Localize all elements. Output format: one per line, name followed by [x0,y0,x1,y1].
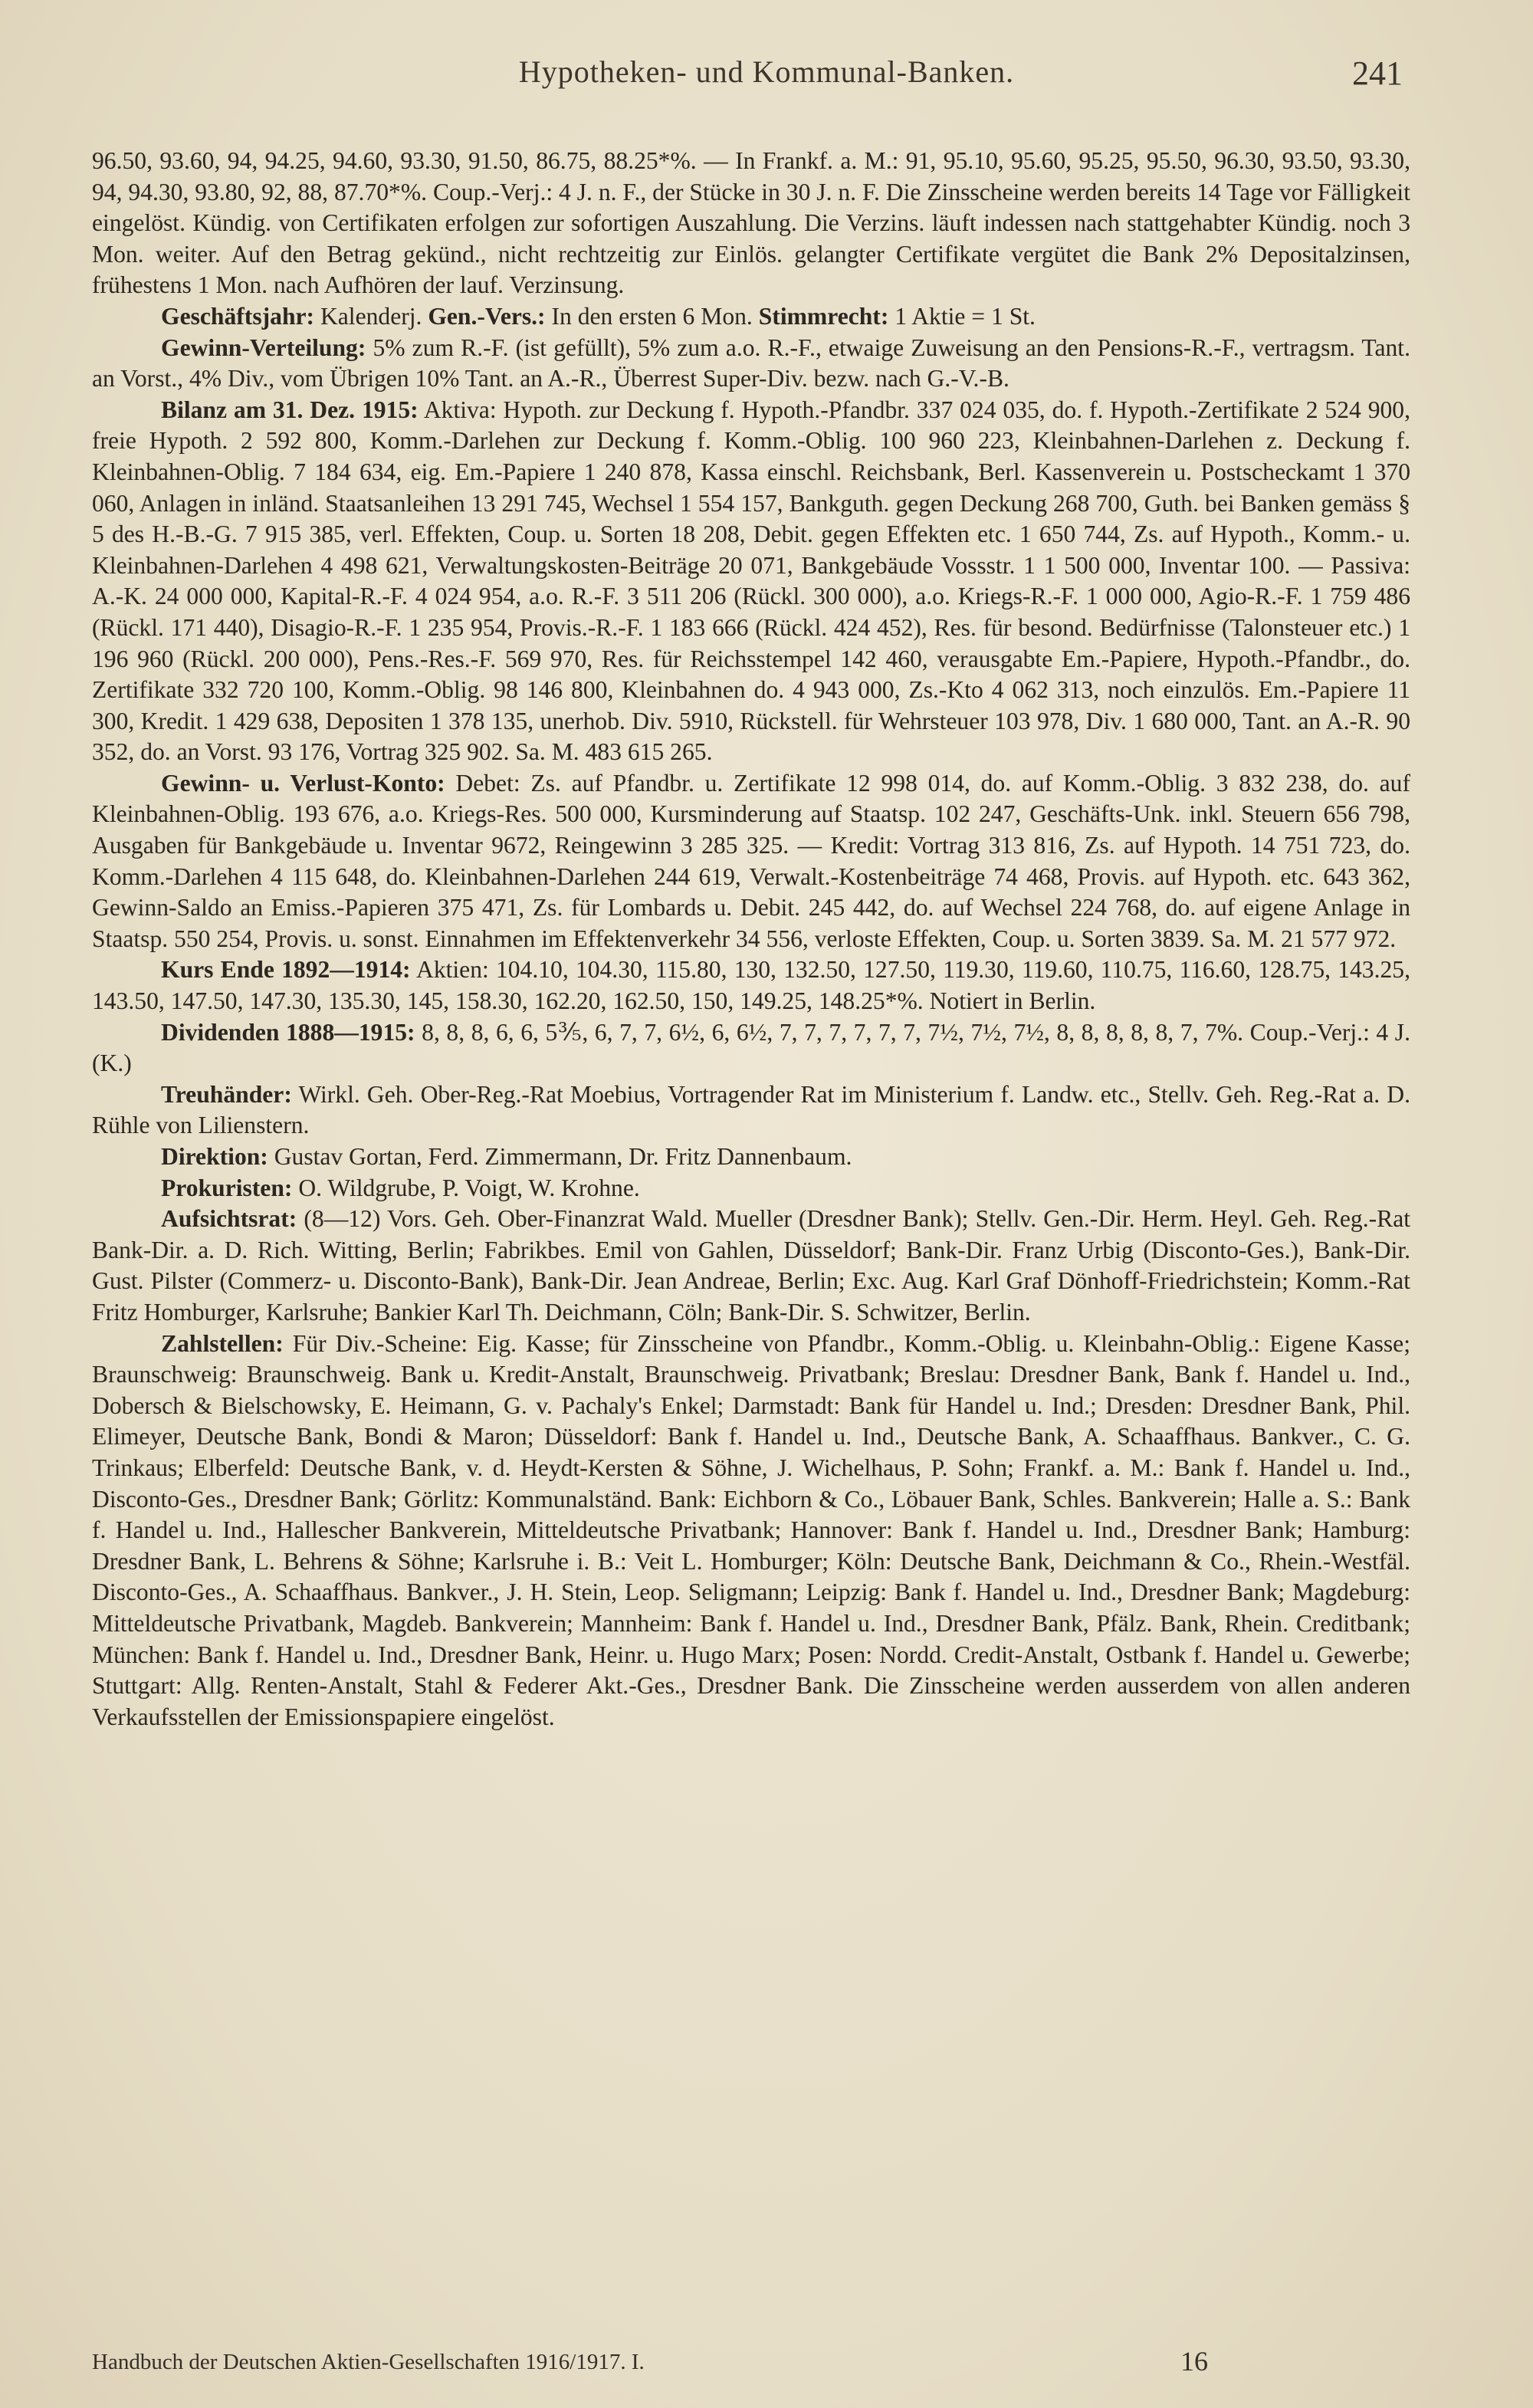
page-number: 241 [1352,54,1403,92]
section-text: Gustav Gortan, Ferd. Zimmermann, Dr. Fritz Dannenbaum. [268,1143,852,1170]
section-geschaeftsjahr [92,301,1410,333]
section-label: Dividenden 1888—1915: [161,1018,415,1046]
section-label: Geschäftsjahr: [161,302,315,330]
section-treuhaender [92,1079,1410,1142]
section-text: In den ersten 6 Mon. [545,302,759,330]
running-title: Hypotheken- und Kommunal-Banken. [518,54,1015,89]
footer-source: Handbuch der Deutschen Aktien-Gesellschaften 1916/1917. I. [92,2350,645,2374]
section-text: Für Div.-Scheine: Eig. Kasse; für Zinsscheine von Pfandbr., Komm.-Oblig. u. Kleinbahn-Oblig.: Eigene Kasse; Braunschweig: Braunschweig. Bank u. Kredit-Anstalt, Braunschweig. Privatbank; Breslau: Dresdner Bank, Bank f. Handel u. Ind., Dobersch & Bielschowsky, E. Heimann, G. v. Pachaly's Enkel; Darmstadt: Bank für Handel u. Ind.; Dresden: Dresdner Bank, Phil. Elimeyer, Deutsche Bank, Bondi & Maron; Düsseldorf: Bank f. Handel u. Ind., Deutsche Bank, A. Schaaffhaus. Bankver., C. G. Trinkaus; Elberfeld: Deutsche Bank, v. d. Heydt-Kersten & Söhne, J. Wichelhaus, P. Sohn; Frankf. a. M.: Bank f. Handel u. Ind., Disconto-Ges., Dresdner Bank; Görlitz: Kommunalständ. Bank: Eichborn & Co., Löbauer Bank, Schles. Bankverein; Halle a. S.: Bank f. Handel u. Ind., Hallescher Bankverein, Mitteldeutsche Privatbank; Hannover: Bank f. Handel u. Ind., Dresdner Bank; Hamburg: Dresdner Bank, L. Behrens & Söhne; Karlsruhe i. B.: Veit L. Homburger; Köln: Deutsche Bank, Deichmann & Co., Rhein.-Westfäl. Disconto-Ges., A. Schaaffhaus. Bankver., J. H. Stein, Leop. Seligmann; Leipzig: Bank f. Handel u. Ind., Dresdner Bank; Magdeburg: Mitteldeutsche Privatbank, Magdeb. Bankverein; Mannheim: Bank f. Handel u. Ind., Dresdner Bank, Pfälz. Bank, Rhein. Creditbank; München: Bank f. Handel u. Ind., Dresdner Bank, Heinr. u. Hugo Marx; Posen: Nordd. Credit-Anstalt, Ostbank f. Handel u. Gewerbe; Stuttgart: Allg. Renten-Anstalt, Stahl & Federer Akt.-Ges., Dresdner Bank. Die Zinsscheine werden ausserdem von allen anderen Verkaufsstellen der Emissionspapiere eingelöst. [92,1329,1410,1730]
section-aufsichtsrat [92,1204,1410,1328]
section-label: Direktion: [161,1143,268,1170]
section-text: Wirkl. Geh. Ober-Reg.-Rat Moebius, Vortragender Rat im Ministerium f. Landw. etc., Stellv. Geh. Reg.-Rat a. D. Rühle von Lilienstern. [92,1080,1410,1139]
body-text [92,146,1410,1733]
printer-signature: 16 [1180,2346,1208,2377]
section-text: 8, 8, 8, 6, 6, 5⅗, 6, 7, 7, 6½, 6, 6½, 7, 7, 7, 7, 7, 7, 7½, 7½, 7½, 8, 8, 8, 8, 8, 7, 7%. Coup.-Verj.: 4 J. (K.) [92,1018,1411,1077]
paragraph-continued: 96.50, 93.60, 94, 94.25, 94.60, 93.30, 91.50, 86.75, 88.25*%. — In Frankf. a. M.: 91, 95.10, 95.60, 95.25, 95.50, 96.30, 93.50, 93.30, 94, 94.30, 93.80, 92, 88, 87.70*%. Coup.-Verj.: 4 J. n. F., der Stücke in 30 J. n. F. Die Zinsscheine werden bereits 14 Tage vor Fälligkeit eingelöst. Kündig. von Certifikaten erfolgen zur sofortigen Auszahlung. Die Verzins. läuft indessen nach stattgehabter Kündig. noch 3 Mon. weiter. Auf den Betrag gekünd., nicht rechtzeitig zur Einlös. gelangter Certifikate vergütet die Bank 2% Depositalzinsen, frühestens 1 Mon. nach Aufhören der lauf. Verzinsung. [92,147,1410,299]
section-text: Aktiva: Hypoth. zur Deckung f. Hypoth.-Pfandbr. 337 024 035, do. f. Hypoth.-Zertifikate 2 524 900, freie Hypoth. 2 592 800, Komm.-Darlehen zur Deckung f. Komm.-Oblig. 100 960 223, Kleinbahnen-Darlehen z. Deckung f. Kleinbahnen-Oblig. 7 184 634, eig. Em.-Papiere 1 240 878, Kassa einschl. Reichsbank, Berl. Kassenverein u. Postscheckamt 1 370 060, Anlagen in inländ. Staatsanleihen 13 291 745, Wechsel 1 554 157, Bankguth. gegen Deckung 268 700, Guth. bei Banken gemäss § 5 des H.-B.-G. 7 915 385, verl. Effekten, Coup. u. Sorten 18 208, Debit. gegen Effekten etc. 1 650 744, Zs. auf Hypoth., Komm.- u. Kleinbahnen-Darlehen 4 498 621, Verwaltungskosten-Beiträge 20 071, Bankgebäude Vossstr. 1 1 500 000, Inventar 100. — Passiva: A.-K. 24 000 000, Kapital-R.-F. 4 024 954, a.o. R.-F. 3 511 206 (Rückl. 300 000), a.o. Kriegs-R.-F. 1 000 000, Agio-R.-F. 1 759 486 (Rückl. 171 440), Disagio-R.-F. 1 235 954, Provis.-R.-F. 1 183 666 (Rückl. 424 452), Res. für besond. Bedürfnisse (Talonsteuer etc.) 1 196 960 (Rückl. 200 000), Pens.-Res.-F. 569 970, Res. für Reichsstempel 142 460, verausgabte Em.-Papiere, Hypoth.-Pfandbr., do. Zertifikate 332 720 100, Komm.-Oblig. 98 146 800, Kleinbahnen do. 4 943 000, Zs.-Kto 4 062 313, noch einzulös. Em.-Papiere 11 300, Kredit. 1 429 638, Depositen 1 378 135, unerhob. Div. 5910, Rückstell. für Wehrsteuer 103 978, Div. 1 680 000, Tant. an A.-R. 90 352, do. an Vorst. 93 176, Vortrag 325 902. Sa. M. 483 615 265. [92,396,1410,766]
page-footer [92,2346,1410,2388]
section-text: O. Wildgrube, P. Voigt, W. Krohne. [292,1174,640,1201]
section-text: Debet: Zs. auf Pfandbr. u. Zertifikate 12 998 014, do. auf Komm.-Oblig. 3 832 238, do. auf Kleinbahnen-Oblig. 193 676, a.o. Kriegs-Res. 500 000, Kursminderung auf Staatsp. 102 247, Geschäfts-Unk. inkl. Steuern 656 798, Ausgaben für Bankgebäude u. Inventar 9672, Reingewinn 3 285 325. — Kredit: Vortrag 313 816, Zs. auf Hypoth. 14 751 723, do. Komm.-Darlehen 4 115 648, do. Kleinbahnen-Darlehen 244 619, Verwalt.-Kostenbeiträge 74 468, Provis. auf Hypoth. etc. 643 362, Gewinn-Saldo an Emiss.-Papieren 375 471, Zs. für Lombards u. Debit. 245 442, do. auf Wechsel 224 768, do. auf eigene Anlage in Staatsp. 550 254, Provis. u. sonst. Einnahmen im Effektenverkehr 34 556, verloste Effekten, Coup. u. Sorten 3839. Sa. M. 21 577 972. [92,769,1410,952]
section-gewinn-verlust [92,768,1410,955]
section-label: Prokuristen: [161,1174,293,1201]
section-label: Bilanz am 31. Dez. 1915: [161,396,419,423]
page-header [0,54,1533,100]
section-text: (8—12) Vors. Geh. Ober-Finanzrat Wald. Mueller (Dresdner Bank); Stellv. Gen.-Dir. Herm. Heyl. Geh. Reg.-Rat Bank-Dir. a. D. Rich. Witting, Berlin; Fabrikbes. Emil von Gahlen, Düsseldorf; Bank-Dir. Franz Urbig (Disconto-Ges.), Bank-Dir. Gust. Pilster (Commerz- u. Disconto-Bank), Bank-Dir. Jean Andreae, Berlin; Exc. Aug. Karl Graf Dönhoff-Friedrichstein; Komm.-Rat Fritz Homburger, Karlsruhe; Bankier Karl Th. Deichmann, Cöln; Bank-Dir. S. Schwitzer, Berlin. [92,1205,1410,1326]
section-text: 5% zum R.-F. (ist gefüllt), 5% zum a.o. R.-F., etwaige Zuweisung an den Pensions-R.-F., vertragsm. Tant. an Vorst., 4% Div., vom Übrigen 10% Tant. an A.-R., Überrest Super-Div. bezw. nach G.-V.-B. [92,333,1410,393]
section-label: Aufsichtsrat: [161,1205,297,1233]
section-label: Gen.-Vers.: [428,302,546,330]
section-prokuristen [92,1173,1410,1204]
section-direktion [92,1142,1410,1173]
section-dividenden [92,1017,1410,1079]
section-text: Aktien: 104.10, 104.30, 115.80, 130, 132.50, 127.50, 119.30, 119.60, 110.75, 116.60, 128.75, 143.25, 143.50, 147.50, 147.30, 135.30, 145, 158.30, 162.20, 162.50, 150, 149.25, 148.25*%. Notiert in Berlin. [92,956,1410,1015]
section-gewinn-verteilung [92,333,1410,395]
section-label: Kurs Ende 1892—1914: [161,956,411,984]
section-label: Gewinn- u. Verlust-Konto: [161,769,445,797]
section-bilanz [92,395,1410,768]
section-label: Zahlstellen: [161,1329,284,1357]
section-kurs [92,954,1410,1017]
section-text: Kalenderj. [314,302,428,330]
section-text: 1 Aktie = 1 St. [888,302,1036,330]
section-label: Gewinn-Verteilung: [161,333,366,361]
section-label: Treuhänder: [161,1080,292,1108]
section-label: Stimmrecht: [758,302,889,330]
section-zahlstellen [92,1329,1410,1733]
